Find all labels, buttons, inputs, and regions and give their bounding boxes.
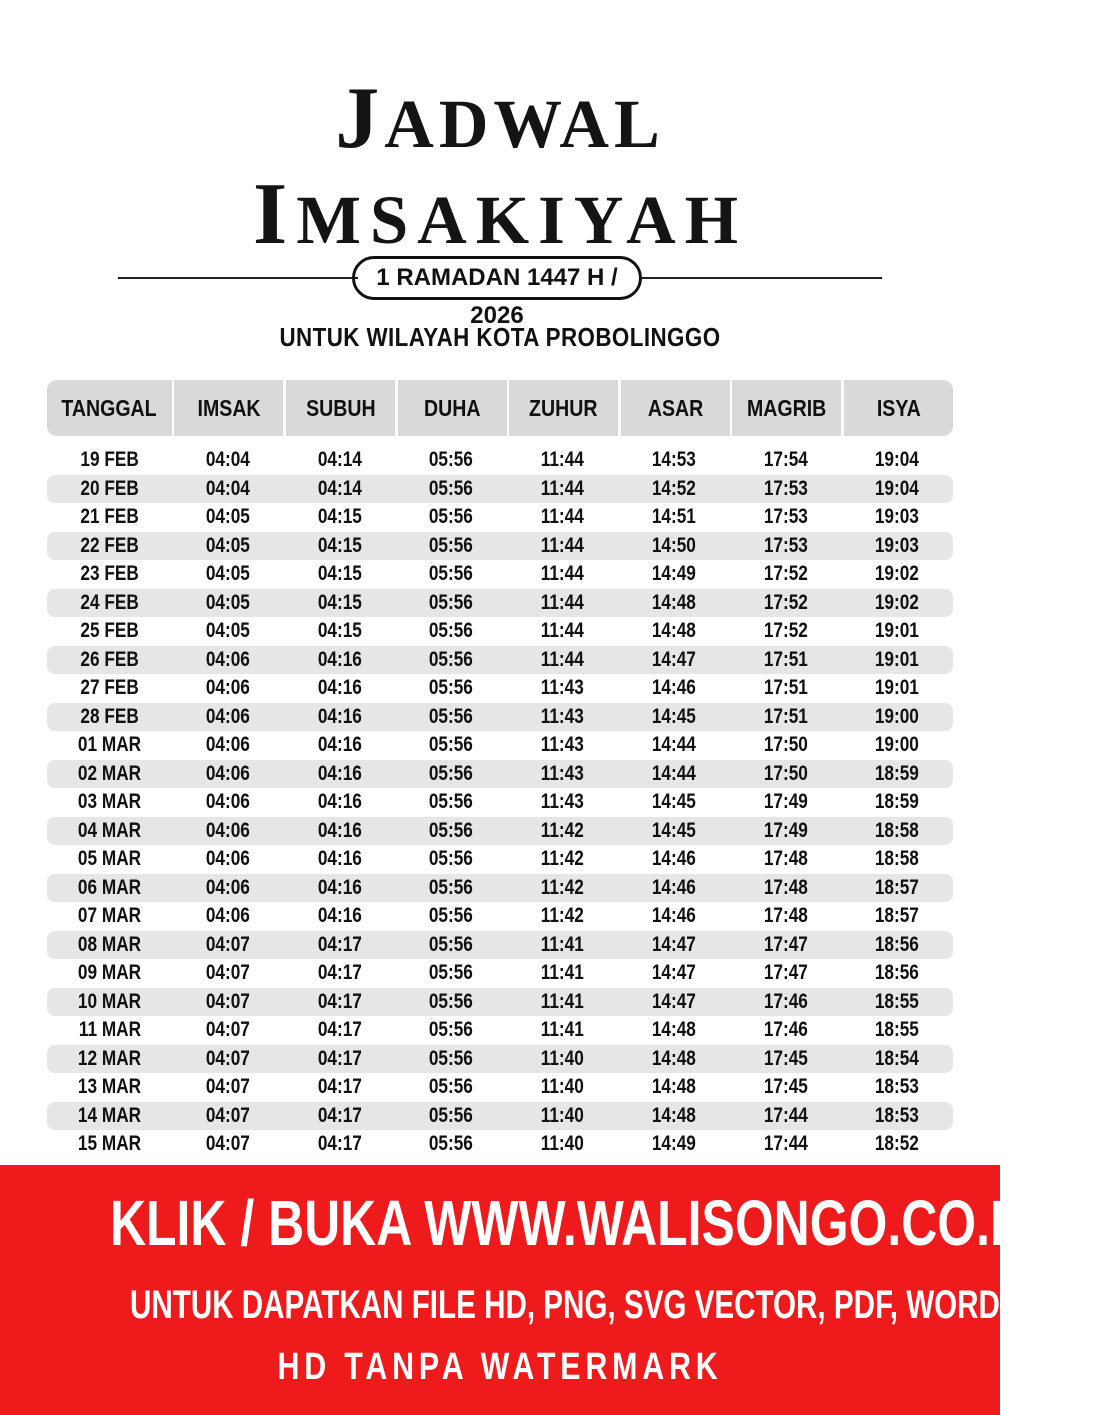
table-row (47, 1045, 953, 1074)
table-cell: 14:44 (652, 733, 697, 757)
table-cell: 04:17 (317, 1103, 362, 1127)
table-row (47, 703, 953, 732)
table-cell: 04:15 (317, 619, 362, 643)
table-cell: 06 MAR (77, 875, 142, 899)
table-cell: 19 FEB (80, 448, 139, 472)
table-row (47, 1130, 953, 1159)
table-cell: 04:07 (205, 1132, 250, 1156)
table-cell: 04:16 (317, 761, 362, 785)
table-cell: 05:56 (428, 590, 474, 614)
table-cell: 17:46 (763, 989, 808, 1013)
table-row (47, 503, 953, 532)
table-cell: 19:00 (875, 733, 920, 757)
table-cell: 18:58 (875, 818, 920, 842)
table-cell: 04:06 (205, 676, 250, 700)
table-cell: 20 FEB (80, 476, 139, 500)
table-cell: 04:16 (317, 847, 362, 871)
table-cell: 17:47 (763, 961, 808, 985)
table-cell: 17:49 (763, 790, 808, 814)
column-header-zuhur: ZUHUR (509, 380, 618, 436)
table-cell: 14:48 (652, 1046, 697, 1070)
table-cell: 11:40 (541, 1103, 585, 1127)
table-row (47, 475, 953, 504)
table-cell: 05:56 (428, 562, 474, 586)
table-cell: 15 MAR (77, 1132, 142, 1156)
table-cell: 19:00 (875, 704, 920, 728)
table-cell: 01 MAR (77, 733, 142, 757)
table-cell: 17:54 (763, 448, 808, 472)
table-cell: 04:17 (317, 961, 362, 985)
banner-headline[interactable]: KLIK / BUKA WWW.WALISONGO.CO.ID (110, 1187, 1040, 1259)
table-cell: 23 FEB (80, 562, 139, 586)
table-cell: 03 MAR (77, 790, 142, 814)
column-header-duha: DUHA (398, 380, 507, 436)
table-cell: 17:52 (763, 590, 808, 614)
table-cell: 17:49 (763, 818, 808, 842)
table-cell: 04:17 (317, 932, 362, 956)
table-cell: 04:16 (317, 676, 362, 700)
table-cell: 17:46 (763, 1018, 808, 1042)
table-cell: 09 MAR (77, 961, 142, 985)
table-cell: 11:44 (541, 619, 585, 643)
table-cell: 18:57 (875, 875, 920, 899)
table-cell: 11:40 (541, 1132, 585, 1156)
table-cell: 14:45 (652, 818, 697, 842)
table-cell: 17:51 (763, 647, 808, 671)
table-cell: 14:46 (652, 875, 697, 899)
region-subtitle: UNTUK WILAYAH KOTA PROBOLINGGO (279, 322, 721, 352)
table-cell: 17:45 (763, 1075, 808, 1099)
table-row (47, 646, 953, 675)
table-cell: 11:44 (541, 476, 585, 500)
table-cell: 04:07 (205, 1018, 250, 1042)
table-row (47, 902, 953, 931)
table-cell: 17:50 (763, 733, 808, 757)
table-cell: 04:06 (205, 875, 250, 899)
table-row (47, 817, 953, 846)
table-cell: 04:07 (205, 1046, 250, 1070)
table-cell: 18:55 (875, 989, 920, 1013)
table-cell: 19:01 (875, 647, 920, 671)
table-cell: 18:59 (875, 761, 920, 785)
table-cell: 04:15 (317, 533, 362, 557)
table-cell: 17:44 (763, 1132, 808, 1156)
banner-subline: UNTUK DAPATKAN FILE HD, PNG, SVG VECTOR, PDF, WORD, EXCEL (130, 1283, 1115, 1327)
table-cell: 04:15 (317, 590, 362, 614)
date-badge: 1 RAMADAN 1447 H / 2026 (352, 256, 642, 300)
table-cell: 05:56 (428, 733, 474, 757)
table-cell: 14:47 (652, 647, 697, 671)
table-cell: 17:48 (763, 847, 808, 871)
table-row (47, 560, 953, 589)
table-cell: 04:17 (317, 1075, 362, 1099)
table-cell: 04:05 (205, 505, 250, 529)
table-cell: 11:41 (541, 961, 585, 985)
table-cell: 17:44 (763, 1103, 808, 1127)
table-cell: 25 FEB (80, 619, 139, 643)
table-row (47, 874, 953, 903)
table-cell: 05:56 (428, 875, 474, 899)
table-cell: 11:44 (541, 562, 585, 586)
table-cell: 14:48 (652, 1018, 697, 1042)
table-row (47, 845, 953, 874)
title-line-2: IMSAKIYAH (252, 166, 748, 263)
table-cell: 11:41 (541, 989, 585, 1013)
table-cell: 17:51 (763, 676, 808, 700)
table-cell: 11:43 (541, 761, 585, 785)
table-cell: 04:16 (317, 704, 362, 728)
table-cell: 05:56 (428, 1018, 474, 1042)
column-header-asar: ASAR (621, 380, 730, 436)
table-cell: 04:06 (205, 647, 250, 671)
table-cell: 05:56 (428, 476, 474, 500)
table-cell: 11:43 (541, 676, 585, 700)
table-row (47, 959, 953, 988)
table-cell: 04:06 (205, 761, 250, 785)
table-cell: 04:04 (205, 448, 250, 472)
table-cell: 05:56 (428, 505, 474, 529)
table-cell: 05:56 (428, 1132, 474, 1156)
table-cell: 11:40 (541, 1075, 585, 1099)
table-cell: 19:02 (875, 562, 920, 586)
table-cell: 11:43 (541, 704, 585, 728)
table-cell: 14:47 (652, 989, 697, 1013)
promo-banner[interactable] (0, 1165, 1115, 1415)
table-cell: 05:56 (428, 989, 474, 1013)
table-row (47, 617, 953, 646)
table-body (47, 446, 953, 1159)
table-cell: 14:52 (652, 476, 697, 500)
table-cell: 05:56 (428, 790, 474, 814)
table-cell: 14:47 (652, 932, 697, 956)
table-cell: 14 MAR (77, 1103, 142, 1127)
table-cell: 05:56 (428, 676, 474, 700)
table-cell: 14:47 (652, 961, 697, 985)
table-cell: 04 MAR (77, 818, 142, 842)
table-cell: 17:53 (763, 533, 808, 557)
table-cell: 11:43 (541, 790, 585, 814)
table-cell: 05:56 (428, 961, 474, 985)
table-cell: 14:46 (652, 904, 697, 928)
table-cell: 05:56 (428, 448, 474, 472)
table-cell: 04:14 (317, 448, 362, 472)
table-cell: 19:01 (875, 676, 920, 700)
table-cell: 17:47 (763, 932, 808, 956)
divider-left (118, 277, 358, 279)
table-cell: 14:44 (652, 761, 697, 785)
table-cell: 05:56 (428, 619, 474, 643)
table-cell: 05:56 (428, 647, 474, 671)
table-cell: 28 FEB (80, 704, 139, 728)
table-cell: 14:51 (652, 505, 697, 529)
table-cell: 04:06 (205, 733, 250, 757)
table-row (47, 589, 953, 618)
table-cell: 17:50 (763, 761, 808, 785)
table-cell: 14:49 (652, 1132, 697, 1156)
banner-note: HD TANPA WATERMARK (277, 1346, 723, 1388)
table-cell: 04:16 (317, 790, 362, 814)
table-cell: 14:45 (652, 790, 697, 814)
table-row (47, 731, 953, 760)
table-cell: 18:52 (875, 1132, 920, 1156)
table-cell: 11:43 (541, 733, 585, 757)
table-cell: 04:06 (205, 704, 250, 728)
table-cell: 14:45 (652, 704, 697, 728)
table-cell: 04:07 (205, 932, 250, 956)
table-row (47, 788, 953, 817)
table-cell: 04:14 (317, 476, 362, 500)
table-cell: 14:50 (652, 533, 697, 557)
table-cell: 17:52 (763, 619, 808, 643)
table-cell: 04:16 (317, 875, 362, 899)
table-cell: 04:07 (205, 1103, 250, 1127)
table-cell: 11:44 (541, 590, 585, 614)
table-cell: 05:56 (428, 1103, 474, 1127)
table-cell: 04:16 (317, 647, 362, 671)
table-cell: 11:42 (541, 847, 585, 871)
table-cell: 19:01 (875, 619, 920, 643)
table-cell: 27 FEB (80, 676, 139, 700)
table-cell: 04:17 (317, 1132, 362, 1156)
table-cell: 05 MAR (77, 847, 142, 871)
table-cell: 11:44 (541, 647, 585, 671)
table-cell: 04:17 (317, 989, 362, 1013)
table-cell: 04:17 (317, 1046, 362, 1070)
table-cell: 07 MAR (77, 904, 142, 928)
table-cell: 14:46 (652, 676, 697, 700)
table-cell: 05:56 (428, 761, 474, 785)
table-cell: 05:56 (428, 847, 474, 871)
table-cell: 18:53 (875, 1103, 920, 1127)
divider-right (642, 277, 882, 279)
table-cell: 17:48 (763, 904, 808, 928)
table-row (47, 988, 953, 1017)
title-line-1: JADWAL (335, 70, 665, 167)
table-cell: 04:05 (205, 562, 250, 586)
table-cell: 05:56 (428, 1075, 474, 1099)
table-cell: 11:42 (541, 904, 585, 928)
table-cell: 04:06 (205, 790, 250, 814)
table-cell: 14:46 (652, 847, 697, 871)
table-cell: 11:44 (541, 448, 585, 472)
column-header-subuh: SUBUH (286, 380, 395, 436)
table-cell: 05:56 (428, 932, 474, 956)
table-cell: 04:15 (317, 562, 362, 586)
table-cell: 04:16 (317, 818, 362, 842)
table-cell: 18:53 (875, 1075, 920, 1099)
table-row (47, 760, 953, 789)
table-cell: 05:56 (428, 1046, 474, 1070)
column-header-imsak: IMSAK (174, 380, 283, 436)
table-cell: 04:07 (205, 1075, 250, 1099)
table-cell: 04:07 (205, 961, 250, 985)
table-cell: 05:56 (428, 533, 474, 557)
table-cell: 14:48 (652, 1103, 697, 1127)
table-cell: 26 FEB (80, 647, 139, 671)
table-row (47, 446, 953, 475)
table-cell: 18:56 (875, 932, 920, 956)
table-cell: 05:56 (428, 818, 474, 842)
table-row (47, 1016, 953, 1045)
table-cell: 04:07 (205, 989, 250, 1013)
table-cell: 24 FEB (80, 590, 139, 614)
table-cell: 11:42 (541, 818, 585, 842)
table-cell: 22 FEB (80, 533, 139, 557)
table-cell: 04:04 (205, 476, 250, 500)
table-cell: 04:05 (205, 533, 250, 557)
table-cell: 19:04 (875, 476, 920, 500)
table-cell: 04:16 (317, 904, 362, 928)
table-cell: 05:56 (428, 704, 474, 728)
table-cell: 08 MAR (77, 932, 142, 956)
table-row (47, 1073, 953, 1102)
table-cell: 21 FEB (80, 505, 139, 529)
table-cell: 04:06 (205, 904, 250, 928)
table-cell: 14:48 (652, 590, 697, 614)
table-cell: 18:54 (875, 1046, 920, 1070)
table-row (47, 1102, 953, 1131)
table-cell: 04:17 (317, 1018, 362, 1042)
table-cell: 17:48 (763, 875, 808, 899)
table-cell: 11:41 (541, 1018, 585, 1042)
table-cell: 19:03 (875, 505, 920, 529)
column-header-isya: ISYA (844, 380, 953, 436)
column-header-tanggal: TANGGAL (47, 380, 172, 436)
table-cell: 14:49 (652, 562, 697, 586)
table-cell: 11:42 (541, 875, 585, 899)
table-row (47, 931, 953, 960)
table-cell: 18:57 (875, 904, 920, 928)
table-cell: 18:59 (875, 790, 920, 814)
table-cell: 12 MAR (77, 1046, 142, 1070)
table-header (47, 380, 953, 436)
table-cell: 04:05 (205, 619, 250, 643)
table-cell: 17:53 (763, 505, 808, 529)
table-cell: 05:56 (428, 904, 474, 928)
table-cell: 13 MAR (77, 1075, 142, 1099)
table-cell: 14:48 (652, 619, 697, 643)
table-cell: 17:45 (763, 1046, 808, 1070)
table-cell: 19:03 (875, 533, 920, 557)
table-cell: 11 MAR (78, 1018, 141, 1042)
table-cell: 04:16 (317, 733, 362, 757)
table-row (47, 674, 953, 703)
table-cell: 11:44 (541, 533, 585, 557)
table-cell: 18:55 (875, 1018, 920, 1042)
table-cell: 18:58 (875, 847, 920, 871)
table-row (47, 532, 953, 561)
table-cell: 11:41 (541, 932, 585, 956)
table-cell: 17:51 (763, 704, 808, 728)
table-cell: 19:04 (875, 448, 920, 472)
table-cell: 04:05 (205, 590, 250, 614)
column-header-magrib: MAGRIB (732, 380, 841, 436)
table-cell: 14:53 (652, 448, 697, 472)
table-cell: 14:48 (652, 1075, 697, 1099)
table-cell: 18:56 (875, 961, 920, 985)
table-cell: 04:15 (317, 505, 362, 529)
table-cell: 17:53 (763, 476, 808, 500)
table-cell: 10 MAR (77, 989, 142, 1013)
table-cell: 11:44 (541, 505, 585, 529)
table-cell: 04:06 (205, 818, 250, 842)
table-cell: 04:06 (205, 847, 250, 871)
table-cell: 17:52 (763, 562, 808, 586)
table-cell: 19:02 (875, 590, 920, 614)
table-cell: 11:40 (541, 1046, 585, 1070)
table-cell: 02 MAR (77, 761, 142, 785)
